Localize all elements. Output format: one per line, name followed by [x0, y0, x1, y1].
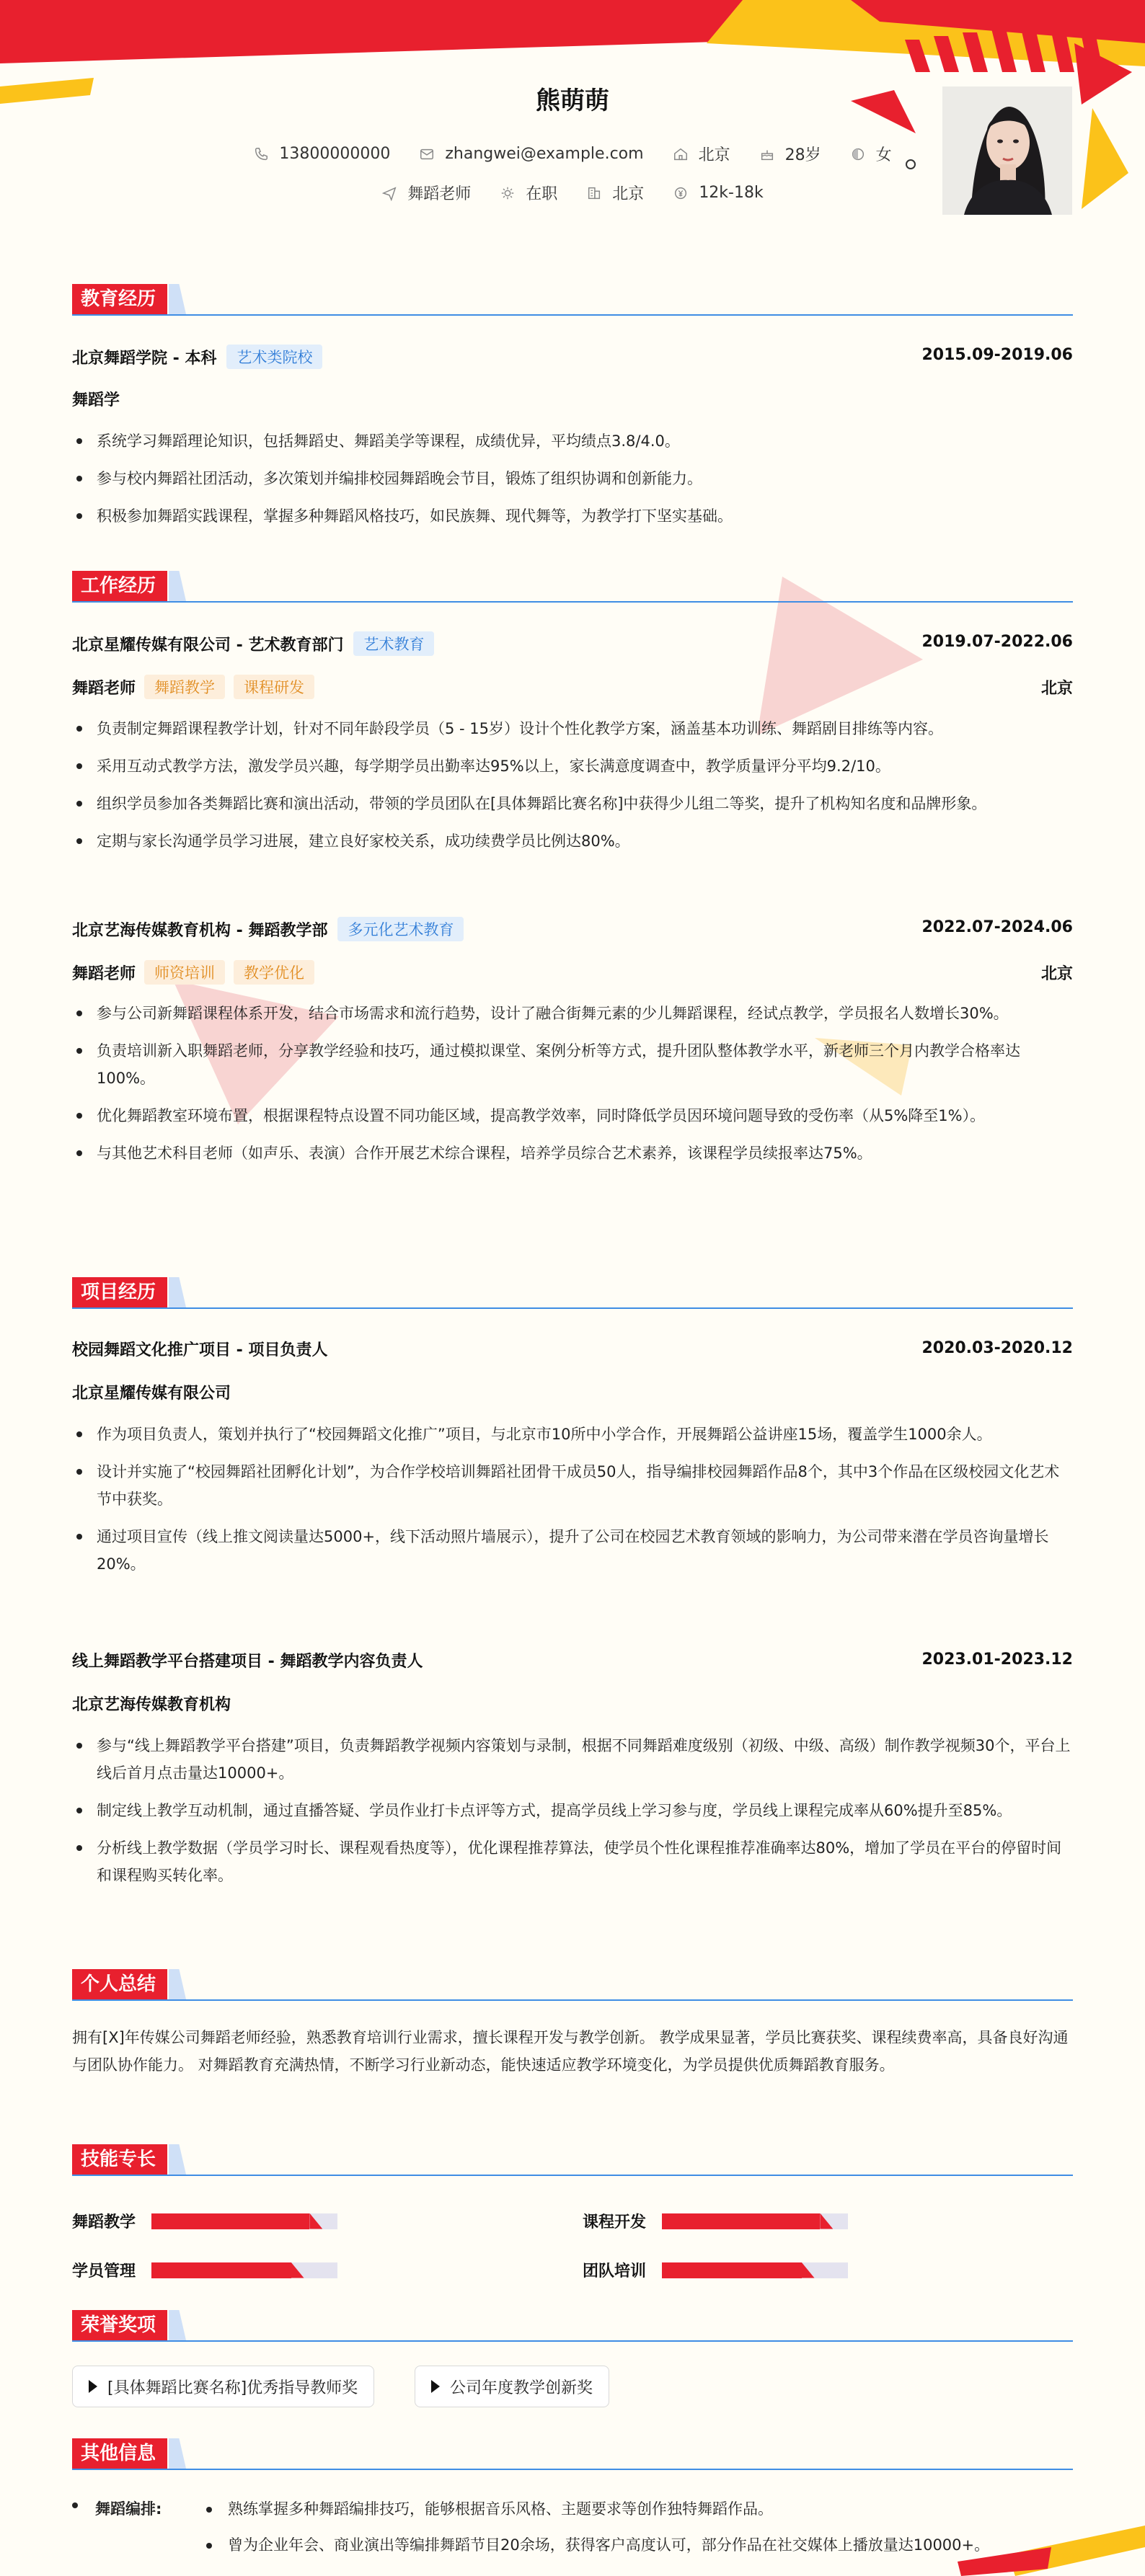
bullet-dot [206, 2507, 212, 2513]
triangle-icon [89, 2380, 97, 2393]
job-item [381, 182, 471, 204]
skill-item [583, 2210, 848, 2232]
phone-item [253, 145, 390, 163]
section-work [72, 571, 1073, 603]
section-divider [72, 1307, 1073, 1309]
list-item: 负责培训新入职舞蹈老师，分享教学经验和技巧，通过模拟课堂、案例分析等方式，提升团队整体教学水平，新老师三个月内教学合格率达100%。 [72, 1037, 1073, 1092]
salary-text: 12k-18k [699, 184, 764, 202]
section-divider [72, 2340, 1073, 2342]
section-honors [72, 2310, 1073, 2342]
work-bullets-1 [72, 715, 1073, 865]
skill-label: 课程开发 [583, 2213, 647, 2231]
list-item: 分析线上教学数据（学员学习时长、课程观看热度等），优化课程推荐算法，使学员个性化课程推荐准确率达80%，增加了学员在平台的停留时间和课程购买转化率。 [72, 1834, 1073, 1889]
city-item [586, 182, 644, 204]
phone-text: 13800000000 [279, 145, 391, 163]
honor-item [72, 2366, 374, 2407]
role-tag: 教学优化 [234, 960, 314, 985]
bullet-dot [206, 2543, 212, 2549]
role-tag: 师资培训 [144, 960, 225, 985]
section-title: 工作经历 [72, 571, 167, 601]
other-row [72, 2495, 1073, 2531]
profile-photo [942, 86, 1072, 215]
status-text: 在职 [526, 185, 558, 203]
location-item [673, 143, 730, 165]
email-item [419, 145, 643, 163]
section-title: 其他信息 [72, 2438, 167, 2469]
project-org-1: 北京星耀传媒有限公司 [72, 1385, 231, 1403]
honor-item [415, 2366, 609, 2407]
job-row [72, 182, 1073, 204]
work-role-2 [72, 960, 314, 985]
project-title-2: 线上舞蹈教学平台搭建项目 - 舞蹈教学内容负责人 [72, 1653, 423, 1671]
send-icon [381, 185, 397, 201]
status-item [500, 182, 557, 204]
work-company-1 [72, 631, 434, 656]
list-item: 优化舞蹈教室环境布置，根据课程特点设置不同功能区域，提高教学效率，同时降低学员因环境问题导致的受伤率（从5%降至1%）。 [72, 1102, 1073, 1129]
skill-fill [662, 2213, 820, 2229]
work-bullets-2 [72, 1000, 1073, 1177]
education-bullets [72, 427, 1073, 540]
project-date-2: 2023.01-2023.12 [921, 1651, 1073, 1669]
building-icon [586, 185, 602, 201]
summary-text: 拥有[X]年传媒公司舞蹈老师经验，熟悉教育培训行业需求，擅长课程开发与教学创新。 教学成果显著，学员比赛获奖、课程续费率高，具备良好沟通与团队协作能力。 对舞蹈教育充满热情，不断学习行业新动态，能快速适应教学环境变化，为学员提供优质舞蹈教育服务。 [72, 2029, 1069, 2074]
section-title: 教育经历 [72, 284, 167, 314]
bullet-dot [72, 2502, 78, 2508]
location-text: 北京 [698, 146, 730, 164]
triangle-icon [431, 2380, 440, 2393]
section-other [72, 2438, 1073, 2470]
list-item: 采用互动式教学方法，激发学员兴趣，每学期学员出勤率达95%以上，家长满意度调查中，教学质量评分平均9.2/10。 [72, 752, 1073, 780]
honor-text: 公司年度教学创新奖 [450, 2379, 593, 2397]
age-item [759, 143, 821, 165]
skill-bar [151, 2262, 337, 2278]
list-item: 参与校内舞蹈社团活动，多次策划并编排校园舞蹈晚会节目，锻炼了组织协调和创新能力。 [72, 465, 1073, 492]
skill-fill [662, 2262, 802, 2278]
section-divider [72, 314, 1073, 316]
skill-label: 学员管理 [72, 2262, 136, 2280]
company-name: 北京艺海传媒教育机构 - 舞蹈教学部 [72, 921, 328, 940]
section-title: 项目经历 [72, 1277, 167, 1307]
list-item: 组织学员参加各类舞蹈比赛和演出活动，带领的学员团队在[具体舞蹈比赛名称]中获得少儿组二等奖，提升了机构知名度和品牌形象。 [72, 790, 1073, 817]
cake-icon [759, 146, 775, 162]
list-item: 定期与家长沟通学员学习进展，建立良好家校关系，成功续费学员比例达80%。 [72, 827, 1073, 855]
salary-item [673, 184, 763, 202]
skill-item [72, 2210, 337, 2232]
skill-item [583, 2259, 848, 2281]
section-education [72, 284, 1073, 316]
section-divider [72, 1999, 1073, 2001]
other-item-text: 曾为企业年会、商业演出等编排舞蹈节目20余场，获得客户高度认可，部分作品在社交媒体上播放量达10000+。 [228, 2536, 990, 2554]
section-skills [72, 2144, 1073, 2176]
skill-label: 团队培训 [583, 2262, 647, 2280]
skill-bar [151, 2213, 337, 2229]
list-item: 负责制定舞蹈课程教学计划，针对不同年龄段学员（5 - 15岁）设计个性化教学方案，涵盖基本功训练、舞蹈剧目排练等内容。 [72, 715, 1073, 742]
yen-icon [673, 185, 689, 201]
other-item-text: 熟练掌握多种舞蹈编排技巧，能够根据音乐风格、主题要求等创作独特舞蹈作品。 [228, 2500, 773, 2518]
honor-text: [具体舞蹈比赛名称]优秀指导教师奖 [107, 2379, 358, 2397]
other-label: 舞蹈编排: [95, 2500, 162, 2518]
section-title: 技能专长 [72, 2144, 167, 2175]
job-text: 舞蹈老师 [407, 185, 472, 203]
company-name: 北京星耀传媒有限公司 - 艺术教育部门 [72, 636, 344, 654]
list-item: 制定线上教学互动机制，通过直播答疑、学员作业打卡点评等方式，提高学员线上学习参与度，学员线上课程完成率从60%提升至85%。 [72, 1797, 1073, 1824]
school-name: 北京舞蹈学院 - 本科 [72, 349, 217, 368]
gear-icon [500, 185, 516, 201]
list-item: 通过项目宣传（线上推文阅读量达5000+，线下活动照片墙展示），提升了公司在校园艺术教育领域的影响力，为公司带来潜在学员咨询量增长20%。 [72, 1523, 1073, 1578]
city-text: 北京 [612, 185, 645, 203]
list-item: 作为项目负责人，策划并执行了“校园舞蹈文化推广”项目，与北京市10所中小学合作，开展舞蹈公益讲座15场，覆盖学生1000余人。 [72, 1421, 1073, 1448]
other-info [72, 2495, 1073, 2560]
education-major: 舞蹈学 [72, 391, 120, 409]
education-date: 2015.09-2019.06 [921, 346, 1073, 364]
email-text: zhangwei@example.com [445, 145, 644, 163]
school-badge: 艺术类院校 [226, 345, 322, 369]
age-text: 28岁 [784, 146, 821, 164]
work-city-1: 北京 [1040, 680, 1073, 698]
section-divider [72, 601, 1073, 603]
section-divider [72, 2469, 1073, 2470]
gender-item [850, 143, 892, 165]
list-item: 积极参加舞蹈实践课程，掌握多种舞蹈风格技巧，如民族舞、现代舞等，为教学打下坚实基础。 [72, 502, 1073, 530]
section-title: 个人总结 [72, 1969, 167, 1999]
project-bullets-2 [72, 1732, 1073, 1899]
phone-icon [253, 146, 269, 162]
list-item: 系统学习舞蹈理论知识，包括舞蹈史、舞蹈美学等课程，成绩优异，平均绩点3.8/4.0。 [72, 427, 1073, 455]
role-tag: 舞蹈教学 [144, 675, 225, 699]
role-name: 舞蹈老师 [72, 964, 136, 983]
skill-bar [662, 2213, 848, 2229]
project-title-1: 校园舞蹈文化推广项目 - 项目负责人 [72, 1341, 328, 1359]
section-summary [72, 1969, 1073, 2001]
work-date-2: 2022.07-2024.06 [921, 918, 1073, 936]
other-item [206, 2531, 989, 2559]
list-item: 参与公司新舞蹈课程体系开发，结合市场需求和流行趋势，设计了融合街舞元素的少儿舞蹈课程，经试点教学，学员报名人数增长30%。 [72, 1000, 1073, 1027]
avatar [942, 86, 1072, 215]
skill-label: 舞蹈教学 [72, 2213, 136, 2231]
home-icon [673, 146, 689, 162]
skill-fill [151, 2262, 291, 2278]
other-row [72, 2531, 1073, 2560]
section-title: 荣誉奖项 [72, 2310, 167, 2340]
company-badge: 多元化艺术教育 [337, 917, 464, 941]
skill-fill [151, 2213, 309, 2229]
work-date-1: 2019.07-2022.06 [921, 633, 1073, 651]
candidate-name: 熊萌萌 [536, 86, 609, 115]
company-badge: 艺术教育 [353, 631, 434, 656]
education-school [72, 345, 322, 369]
contact-row [72, 143, 1073, 165]
gender-text: 女 [875, 146, 892, 164]
section-divider [72, 2175, 1073, 2176]
section-projects [72, 1277, 1073, 1309]
project-date-1: 2020.03-2020.12 [921, 1339, 1073, 1357]
list-item: 设计并实施了“校园舞蹈社团孵化计划”，为合作学校培训舞蹈社团骨干成员50人，指导编排校园舞蹈作品8个，其中3个作品在区级校园文化艺术节中获奖。 [72, 1458, 1073, 1513]
gender-icon [850, 146, 866, 162]
skill-item [72, 2259, 337, 2281]
project-org-2: 北京艺海传媒教育机构 [72, 1696, 231, 1714]
other-item [206, 2495, 773, 2523]
skill-bar [662, 2262, 848, 2278]
role-tag: 课程研发 [234, 675, 314, 699]
work-city-2: 北京 [1040, 965, 1073, 983]
work-company-2 [72, 917, 464, 941]
list-item: 参与“线上舞蹈教学平台搭建”项目，负责舞蹈教学视频内容策划与录制，根据不同舞蹈难度级别（初级、中级、高级）制作教学视频30个，平台上线后首月点击量达10000+。 [72, 1732, 1073, 1787]
role-name: 舞蹈老师 [72, 679, 136, 698]
project-bullets-1 [72, 1421, 1073, 1588]
mail-icon [419, 146, 435, 162]
list-item: 与其他艺术科目老师（如声乐、表演）合作开展艺术综合课程，培养学员综合艺术素养，该课程学员续报率达75%。 [72, 1140, 1073, 1167]
work-role-1 [72, 675, 314, 699]
